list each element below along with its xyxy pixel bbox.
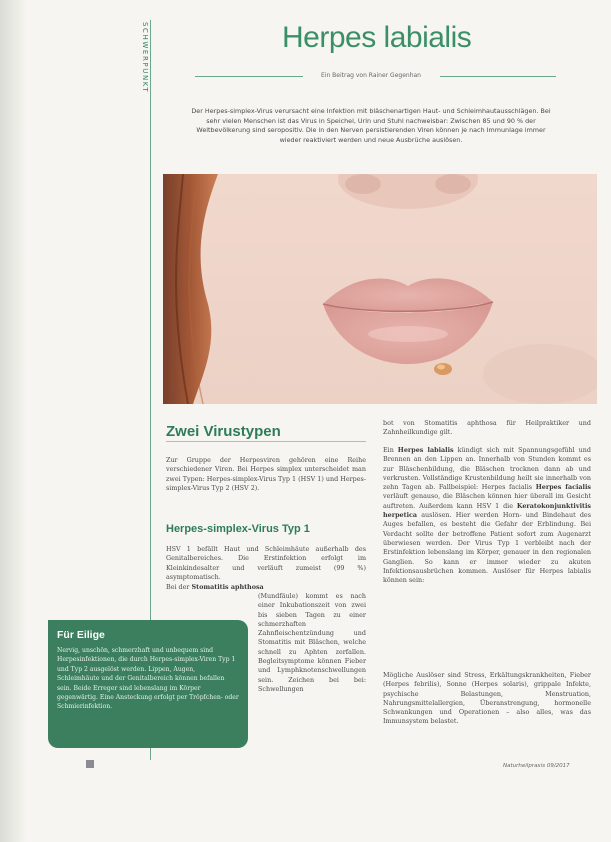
facialis-term: Herpes facialis — [535, 483, 591, 492]
paragraph-hsv1: HSV 1 befällt Haut und Schleimhäute außerhalb des Genitalbereiches. Die Erstinfektion erfolgt im Kleinkindesalter und verläuft zumeist (99 %) asymptomatisch. — [166, 545, 366, 581]
lips-illustration — [163, 174, 597, 404]
article-title: Herpes labialis — [282, 21, 472, 54]
paragraph-right-top: bot von Stomatitis aphthosa für Heilpraktiker und Zahnheilkundige gilt. — [383, 419, 591, 437]
page-corner-mark — [86, 760, 94, 768]
section-label-text: SCHWERPUNKT — [141, 22, 149, 94]
stomatitis-lead: Bei der — [166, 583, 190, 591]
keratokonjunktivitis-rest: auslösen. Hier werden Horn- und Bindehaut des Auges befallen, es besteht die Gefahr der Erblindung. Bei Verdacht sollte der betroffene Patient sofort zum Augenarzt überwiesen werden. Der Virus Typ 1 verbleibt nach der Erstinfektion lebenslang im Körper, genauer in den regionalen Ganglien. So kann er immer wieder zu akuten Infektionsausbrüchen kommen. Auslöser für Herpes labialis können sein: — [383, 511, 591, 585]
paragraph-stomatitis-lead — [166, 583, 366, 592]
labialis-lead: Ein — [383, 446, 394, 454]
summary-box — [48, 620, 248, 748]
byline-rule-left — [195, 76, 303, 77]
labialis-term: Herpes labialis — [397, 446, 454, 454]
byline: Ein Beitrag von Rainer Gegenhan — [306, 72, 436, 79]
page-footer: Naturheilpraxis 09/2017 — [503, 763, 570, 769]
subheading-hsv1: Herpes-simplex-Virus Typ 1 — [166, 523, 310, 535]
facialis-rest: verläuft genauso, die Bläschen können hier überall im Gesicht auftreten. Außerdem kann HSV 1 die — [383, 492, 591, 510]
stomatitis-term: Stomatitis aphthosa — [191, 583, 264, 591]
summary-box-title: Für Eilige — [57, 629, 105, 641]
heading-rule — [166, 441, 366, 442]
paragraph-stomatitis: (Mundfäule) kommt es nach einer Inkubationszeit von zwei bis sieben Tagen zu einer schmerzhaften Zahnfleischentzündung und Stomatitis mit Bläschen, welche schnell zu Aphten zerfallen. Begleitsymptome können Fieber und Lymphknotenschwellungen sein. Zeichen bei bei: Schwellungen — [258, 592, 366, 693]
section-label — [137, 22, 151, 122]
keratokonjunktivitis-term: Keratokonjunktivitis herpetica — [383, 501, 591, 520]
lips-photo — [163, 174, 597, 404]
labialis-rest: kündigt sich mit Spannungsgefühl und Brennen an den Lippen an. Innerhalb von Stunden kommt es zur Bläschenbildung, die Bläschen trocknen dann ab und verkrusten. Vollständige Krustenbildung heilt sie innerhalb von zehn Tagen ab. Fallbeispiel: Herpes facialis — [383, 446, 591, 492]
summary-box-text: Nervig, unschön, schmerzhaft und unbequem sind Herpesinfektionen, die durch Herpes-simplex-Viren Typ 1 und Typ 2 ausgelöst werden. Lippen, Augen, Schleimhäute und der Genitalbereich können befallen sein. Beide Erreger sind lebenslang im Körper gegenwärtig. Eine Ansteckung erfolgt per Tröpfchen- oder Schmierinfektion. — [57, 647, 239, 711]
paragraph-triggers: Mögliche Auslöser sind Stress, Erkältungskrankheiten, Fieber (Herpes febrilis), Sonne (Herpes solaris), grippale Infekte, psychische Belastungen, Menstruation, Nahrungsmittelallergien, Überanstrengung, hormonelle Schwankungen und Operationen – also alles, was das Immunsystem belastet. — [383, 671, 591, 726]
page-shadow — [0, 0, 26, 842]
paragraph-herpes-labialis — [383, 446, 591, 585]
paragraph-virus-types: Zur Gruppe der Herpesviren gehören eine Reihe verschiedener Viren. Bei Herpes simplex unterscheidet man zwei Typen: Herpes-simplex-Virus Typ 1 (HSV 1) und Herpes-simplex-Virus Typ 2 (HSV 2). — [166, 456, 366, 492]
byline-rule-right — [440, 76, 556, 77]
section-heading: Zwei Virustypen — [166, 423, 281, 440]
intro-text: Der Herpes-simplex-Virus verursacht eine Infektion mit bläschenartigen Haut- und Schleimhautausschlägen. Bei sehr vielen Menschen ist das Virus in Speichel, Urin und Stuhl nachweisbar: Zwischen 85 und 90 % der Weltbevölkerung sind seropositiv. Die in den Nerven persistierenden Viren können je nach Immunlage immer wieder reaktiviert werden und neue Ausbrüche auslösen. — [191, 107, 551, 144]
